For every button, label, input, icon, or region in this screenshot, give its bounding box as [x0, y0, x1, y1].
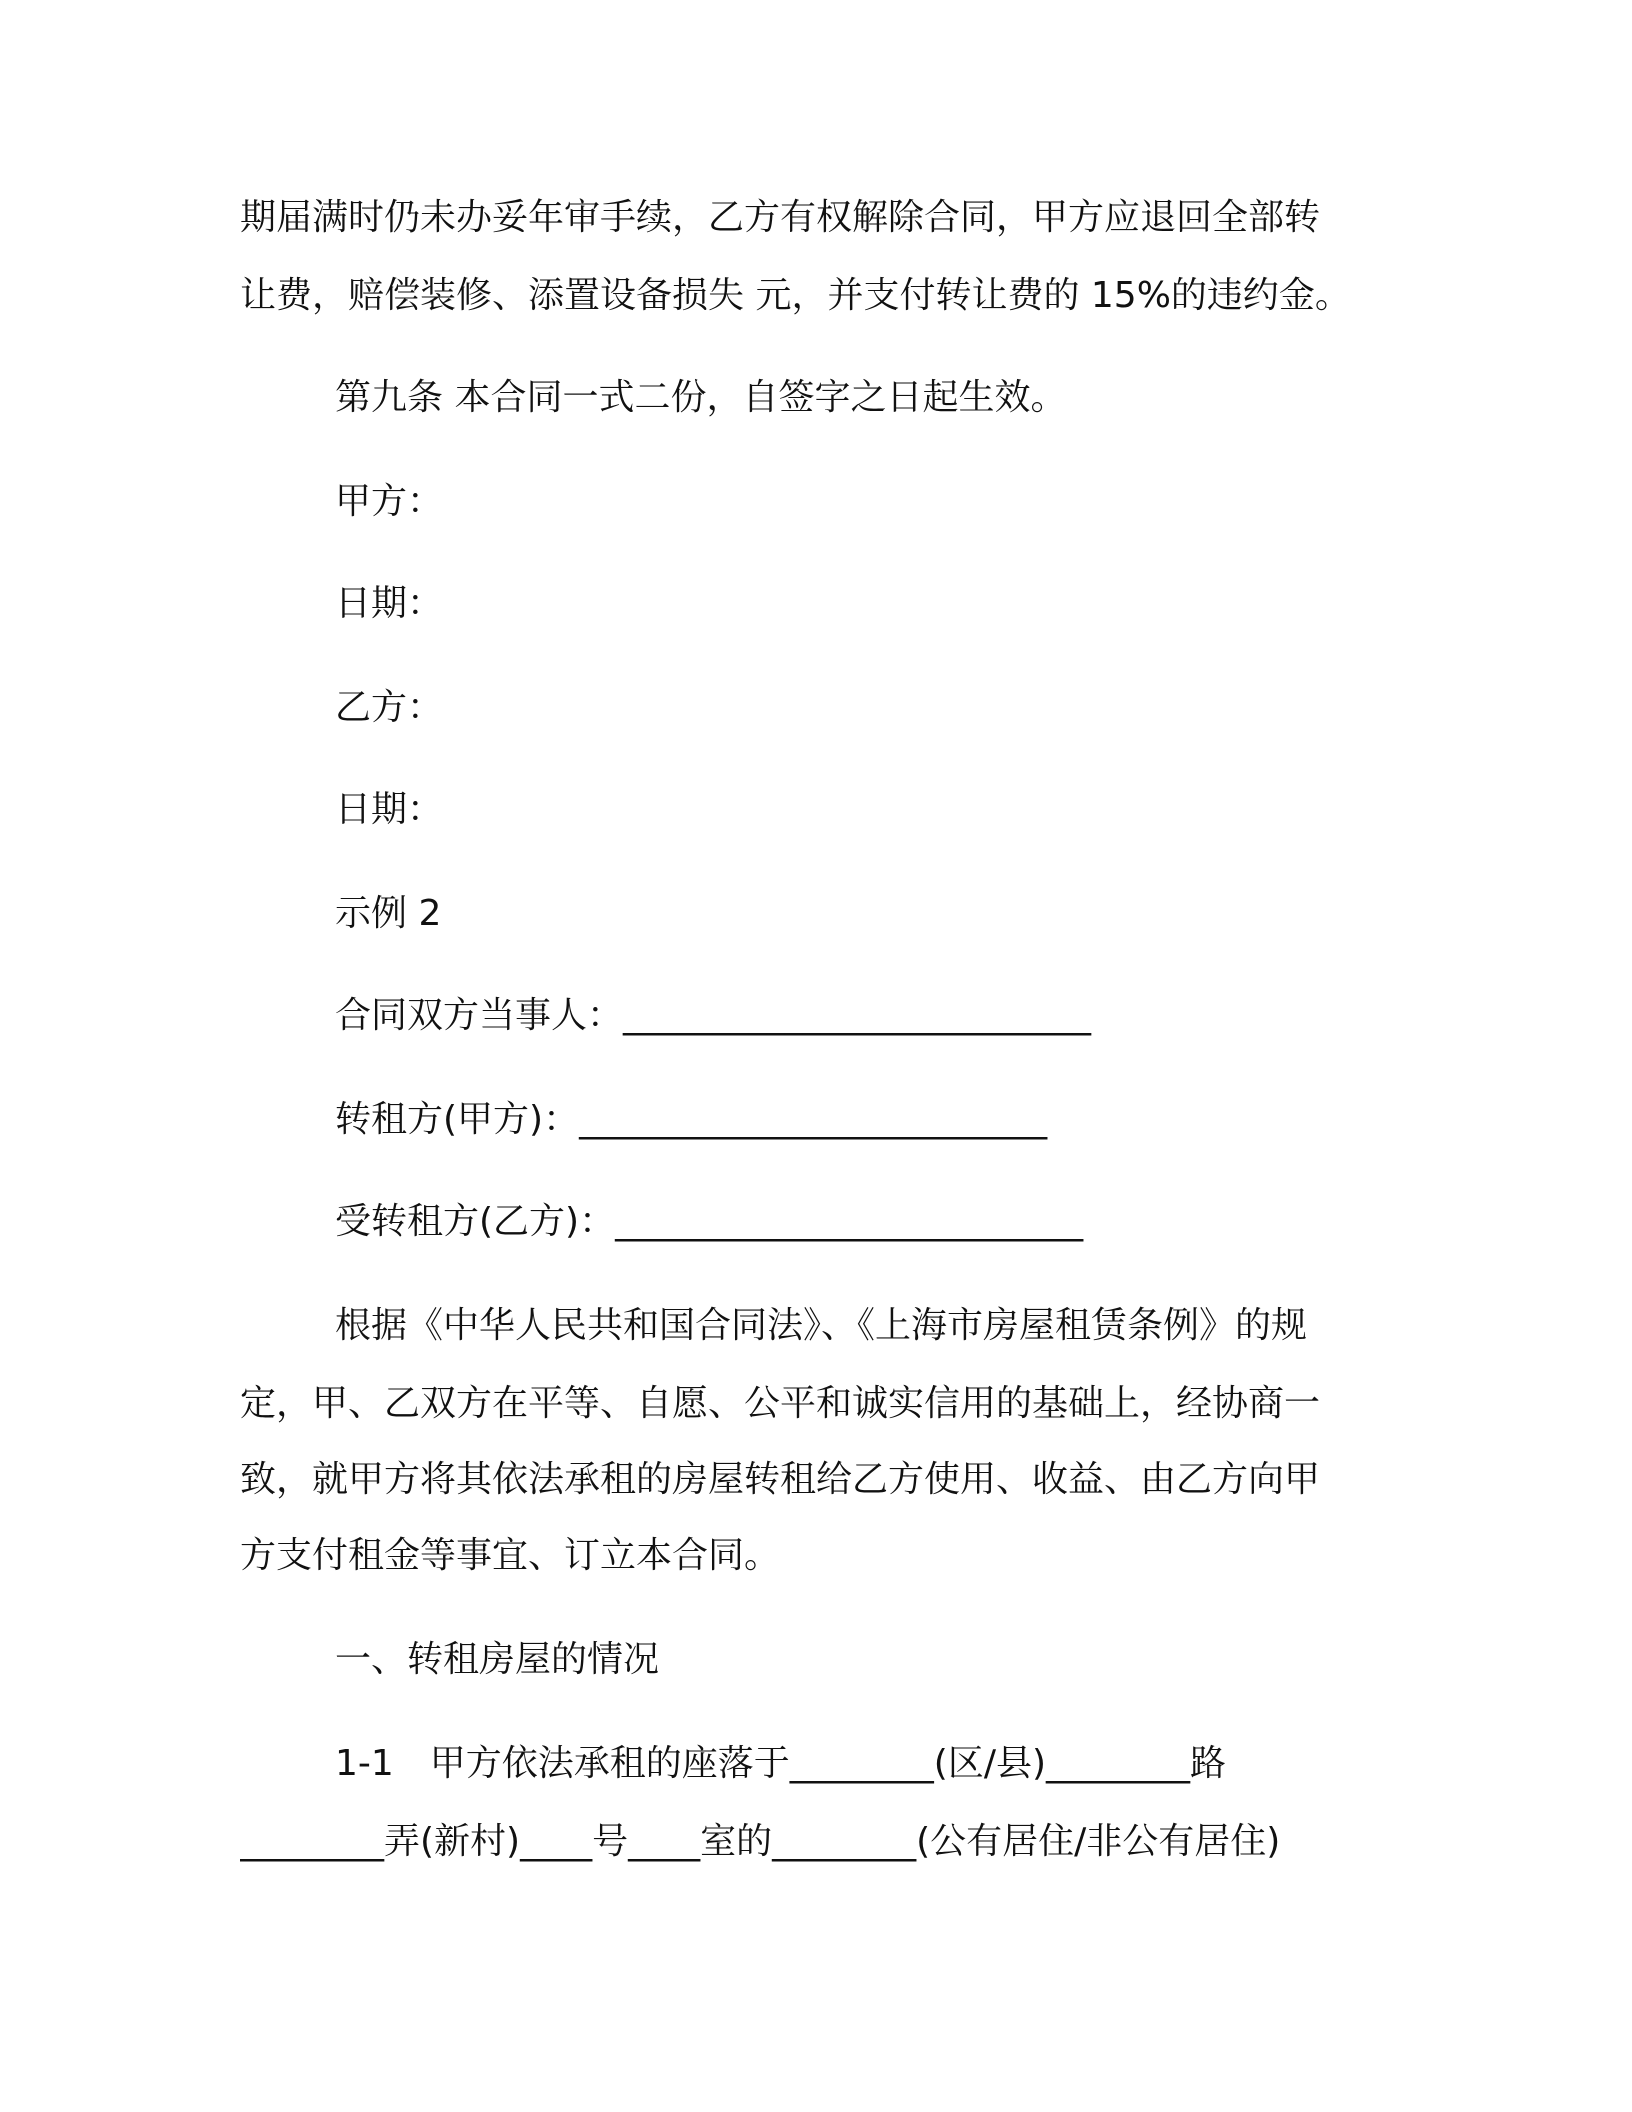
preamble-line: 方支付租金等事宜、订立本合同。 — [240, 1535, 781, 1576]
sublessee-line: 受转租方(乙方)：__________________________ — [335, 1201, 1084, 1242]
signature-date-a: 日期： — [335, 583, 444, 624]
article-nine: 第九条 本合同一式二份，自签字之日起生效。 — [335, 377, 1067, 418]
paragraph-line: 期届满时仍未办妥年审手续，乙方有权解除合同，甲方应退回全部转 — [240, 197, 1321, 238]
preamble-line: 定，甲、乙双方在平等、自愿、公平和诚实信用的基础上，经协商一 — [240, 1383, 1321, 1424]
signature-party-a: 甲方： — [335, 481, 444, 522]
preamble-line: 根据《中华人民共和国合同法》、《上海市房屋租赁条例》的规 — [335, 1305, 1308, 1346]
paragraph-line: 让费，赔偿装修、添置设备损失 元，并支付转让费的 15%的违约金。 — [240, 275, 1351, 316]
clause-line: ________弄(新村)____号____室的________(公有居住/非公有居住) — [240, 1821, 1281, 1862]
preamble-line: 致，就甲方将其依法承租的房屋转租给乙方使用、收益、由乙方向甲 — [240, 1459, 1321, 1500]
contract-parties-line: 合同双方当事人：__________________________ — [335, 995, 1092, 1036]
clause-line: 1-1 甲方依法承租的座落于________(区/县)________路 — [335, 1743, 1227, 1784]
section-heading: 一、转租房屋的情况 — [335, 1639, 660, 1680]
signature-party-b: 乙方： — [335, 687, 444, 728]
signature-date-b: 日期： — [335, 789, 444, 830]
sublessor-line: 转租方(甲方)：__________________________ — [335, 1099, 1048, 1140]
example-heading: 示例 2 — [335, 893, 442, 934]
